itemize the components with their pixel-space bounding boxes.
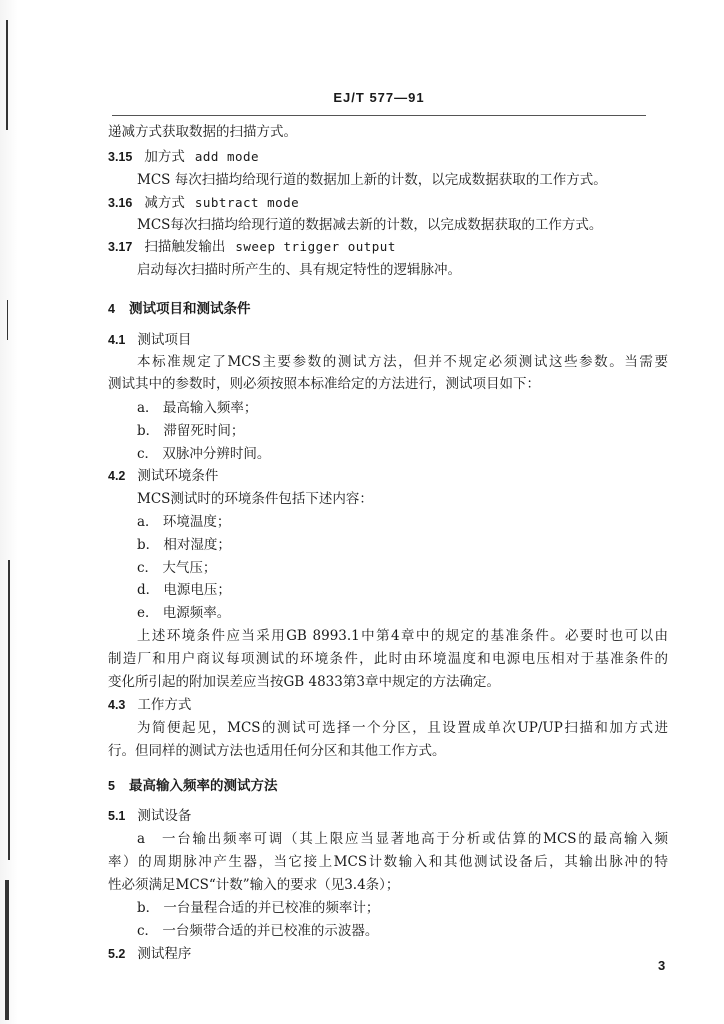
section-title-en: sweep trigger output <box>235 239 396 254</box>
list-item: e． 电源频率。 <box>137 605 231 621</box>
section-number: 4.2 <box>108 469 126 483</box>
section-title-en: subtract mode <box>194 195 300 210</box>
scan-edge-shadow <box>0 0 18 1024</box>
list-item: b． 滞留死时间； <box>137 423 245 439</box>
section-heading-4-2 <box>108 466 668 486</box>
chapter-title: 最高输入频率的测试方法 <box>128 778 278 793</box>
section-title: 减方式 <box>144 195 185 211</box>
section-title: 扫描触发输出 <box>144 239 226 255</box>
section-number: 5.1 <box>108 809 126 823</box>
list-item: b． 一台量程合适的并已校准的频率计； <box>137 900 380 916</box>
section-heading-3-15 <box>108 147 668 167</box>
chapter-title: 测试项目和测试条件 <box>128 301 251 316</box>
list-item: b． 相对湿度； <box>137 537 231 553</box>
section-number: 5.2 <box>108 947 126 961</box>
section-title-en: add mode <box>194 149 260 164</box>
section-heading-3-16 <box>108 193 668 213</box>
text-line: 递减方式获取数据的扫描方式。 <box>108 124 297 140</box>
paragraph-line: 本标准规定了MCS主要参数的测试方法，但并不规定必须测试这些参数。当需要 <box>137 354 668 370</box>
paragraph-line: a 一台输出频率可调（其上限应当显著地高于分析或估算的MCS的最高输入频 <box>137 831 668 847</box>
paragraph-line: MCS每次扫描均给现行道的数据减去新的计数，以完成数据获取的工作方式。 <box>137 217 603 233</box>
list-item: c． 双脉冲分辨时间。 <box>137 446 271 462</box>
list-item: d． 电源电压； <box>137 582 231 598</box>
paragraph-line: 制造厂和用户商议每项测试的环境条件，此时由环境温度和电源电压相对于基准条件的 <box>108 651 668 667</box>
section-title: 工作方式 <box>137 697 192 713</box>
section-title: 测试项目 <box>137 332 192 348</box>
section-title: 测试环境条件 <box>137 468 219 484</box>
paragraph-line: 行。但同样的测试方法也适用任何分区和其他工作方式。 <box>108 743 446 759</box>
paragraph-line: 为简便起见，MCS的测试可选择一个分区，且设置成单次UP/UP扫描和加方式进 <box>137 720 668 736</box>
section-title: 测试程序 <box>137 946 192 962</box>
paragraph-line: 启动每次扫描时所产生的、具有规定特性的逻辑脉冲。 <box>137 262 461 278</box>
list-item: a． 环境温度； <box>137 514 231 530</box>
section-number: 3.16 <box>108 196 133 210</box>
list-item: c． 一台频带合适的并已校准的示波器。 <box>137 923 379 939</box>
section-heading-4-1 <box>108 330 668 350</box>
section-heading-4-3 <box>108 695 668 715</box>
chapter-heading-5 <box>108 776 668 796</box>
section-number: 3.15 <box>108 150 133 164</box>
document-code-header: EJ/T 577—91 <box>333 90 425 105</box>
page-number: 3 <box>658 958 666 973</box>
paragraph-line: 变化所引起的附加误差应当按GB 4833第3章中规定的方法确定。 <box>108 674 500 690</box>
paragraph-line: 上述环境条件应当采用GB 8993.1中第4章中的规定的基准条件。必要时也可以由 <box>137 628 668 644</box>
section-heading-3-17 <box>108 237 668 257</box>
section-title: 测试设备 <box>137 808 192 824</box>
section-number: 4.3 <box>108 698 126 712</box>
paragraph-line: MCS 每次扫描均给现行道的数据加上新的计数，以完成数据获取的工作方式。 <box>137 172 607 188</box>
section-number: 4.1 <box>108 333 126 347</box>
section-title: 加方式 <box>144 149 185 165</box>
chapter-number: 5 <box>108 779 115 793</box>
paragraph-line: 率）的周期脉冲产生器，当它接上MCS计数输入和其他测试设备后，其输出脉冲的特 <box>108 854 668 870</box>
header-rule <box>112 115 646 116</box>
list-item: a． 最高输入频率； <box>137 400 258 416</box>
chapter-number: 4 <box>108 302 115 316</box>
list-item: c． 大气压； <box>137 560 217 576</box>
section-heading-5-1 <box>108 806 668 826</box>
chapter-heading-4 <box>108 299 668 319</box>
section-number: 3.17 <box>108 240 133 254</box>
paragraph-line: 测试其中的参数时，则必须按照本标准给定的方法进行，测试项目如下： <box>108 376 540 392</box>
paragraph-line: 性必须满足MCS“计数”输入的要求（见3.4条）； <box>108 877 400 893</box>
paragraph-line: MCS测试时的环境条件包括下述内容： <box>137 491 373 507</box>
section-heading-5-2 <box>108 944 668 964</box>
